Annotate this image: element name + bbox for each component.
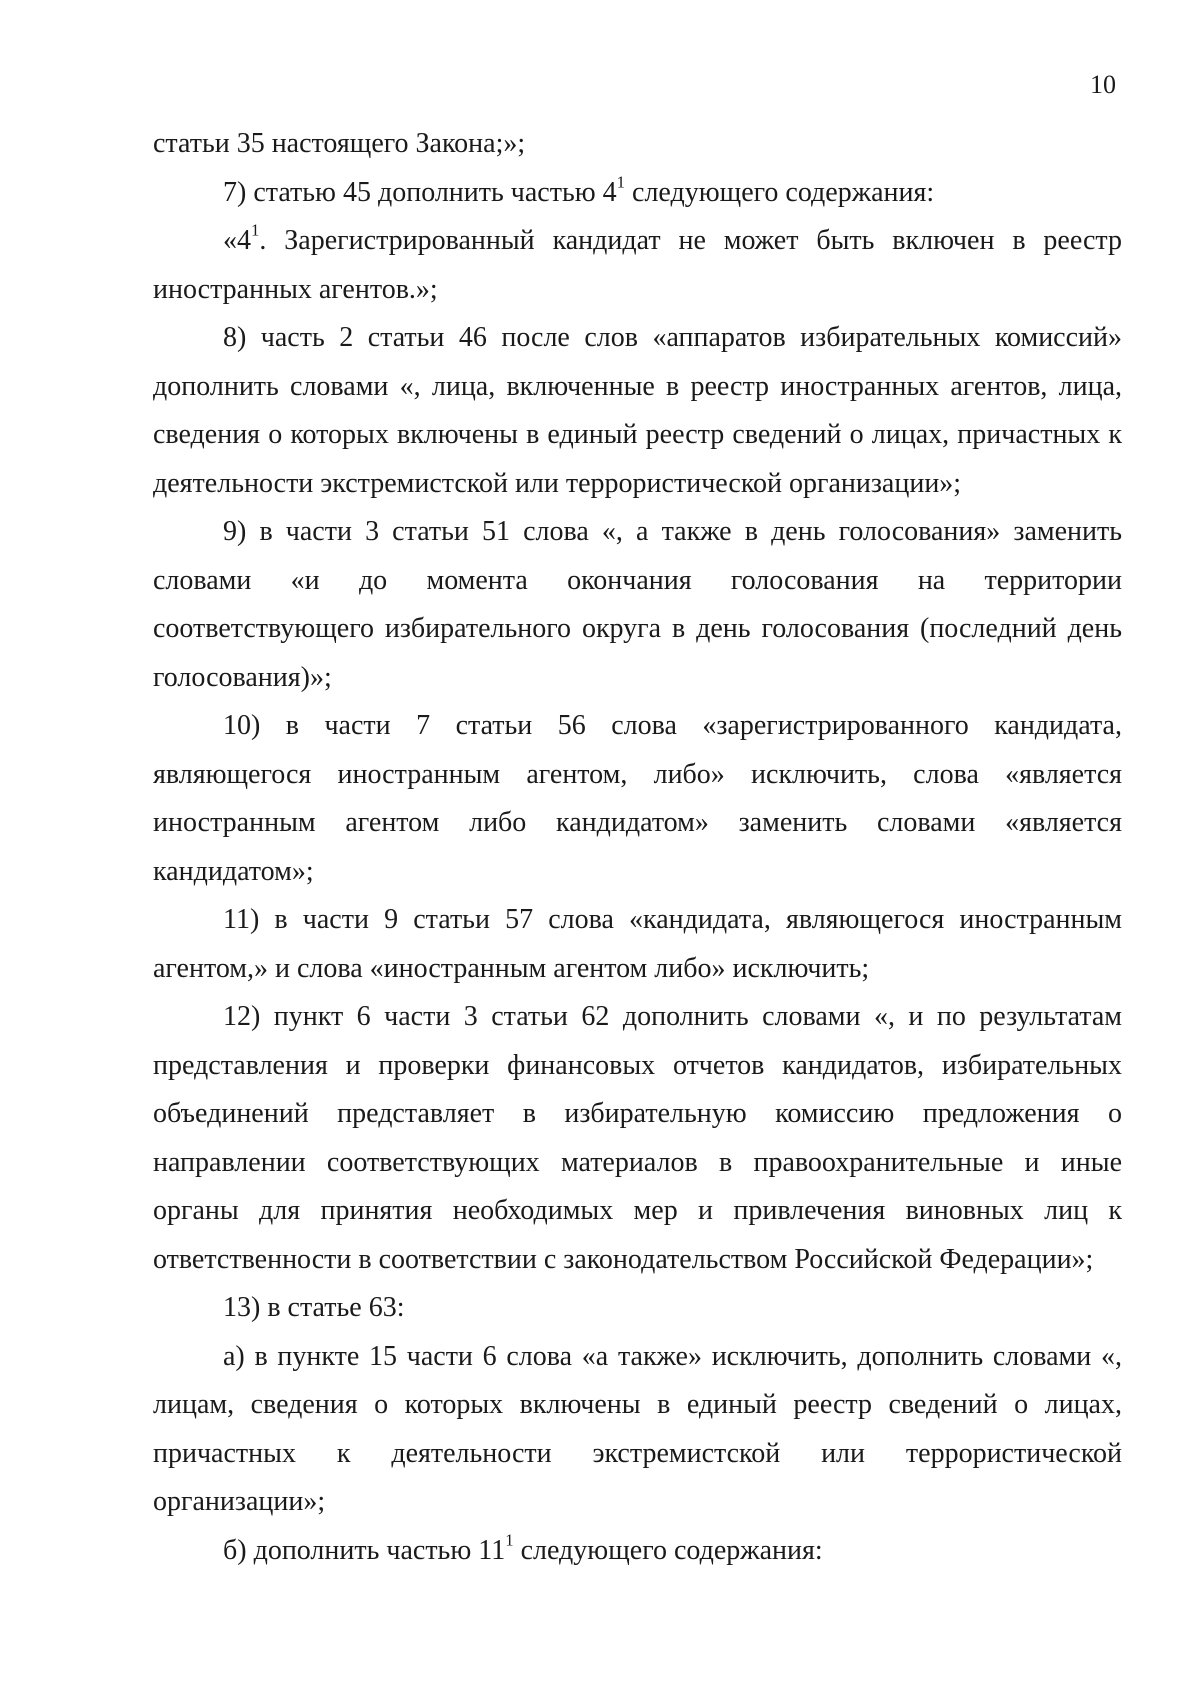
paragraph xyxy=(153,508,1122,702)
paragraph xyxy=(153,120,1122,169)
paragraph xyxy=(153,217,1122,314)
document-body xyxy=(153,120,1122,1575)
paragraph-text: 8) часть 2 статьи 46 после слов «аппаратов избирательных комиссий» дополнить словами «, лица, включенные в реестр иностранных агентов, лица, сведения о которых включены в единый реестр сведений о лицах, причастных к деятельности экстремистской или террористической организации»; xyxy=(153,322,1122,499)
paragraph-text: 9) в части 3 статьи 51 слова «, а также в день голосования» заменить словами «и до момента окончания голосования на территории соответствующего избирательного округа в день голосования (последний день голосования)»; xyxy=(153,516,1122,693)
paragraph-text: следующего содержания: xyxy=(625,176,935,208)
paragraph xyxy=(153,702,1122,896)
paragraph-text: 10) в части 7 статьи 56 слова «зарегистрированного кандидата, являющегося иностранным агентом, либо» исключить, слова «является иностранным агентом либо кандидатом» заменить словами «является кандидатом»; xyxy=(153,710,1122,887)
paragraph-text: статьи 35 настоящего Закона;»; xyxy=(153,128,526,159)
paragraph-text: 7) статью 45 дополнить частью 4 xyxy=(223,176,617,208)
paragraph-text: «4 xyxy=(223,225,251,256)
paragraph-text: а) в пункте 15 части 6 слова «а также» исключить, дополнить словами «, лицам, сведения о которых включены в единый реестр сведений о лицах, причастных к деятельности экстремистской или террористической организации»; xyxy=(153,1340,1122,1517)
page-number: 10 xyxy=(1090,70,1116,99)
superscript: 1 xyxy=(251,220,260,240)
paragraph xyxy=(153,896,1122,993)
paragraph xyxy=(153,169,1122,218)
superscript: 1 xyxy=(505,1530,514,1550)
paragraph-text: б) дополнить частью 11 xyxy=(223,1534,506,1566)
paragraph xyxy=(153,314,1122,508)
superscript: 1 xyxy=(616,172,626,192)
paragraph xyxy=(153,1284,1122,1333)
paragraph-text: 12) пункт 6 части 3 статьи 62 дополнить словами «, и по результатам представления и проверки финансовых отчетов кандидатов, избирательных объединений представляет в избирательную комиссию предложения о направлении соответствующих материалов в правоохранительные и иные органы для принятия необходимых мер и привлечения виновных лиц к ответственности в соответствии с законодательством Российской Федерации»; xyxy=(153,1001,1122,1275)
paragraph-text: следующего содержания: xyxy=(513,1534,823,1566)
paragraph xyxy=(153,1333,1122,1527)
paragraph-text: . Зарегистрированный кандидат не может быть включен в реестр иностранных агентов.»; xyxy=(153,225,1122,305)
paragraph-text: 11) в части 9 статьи 57 слова «кандидата, являющегося иностранным агентом,» и слова «иностранным агентом либо» исключить; xyxy=(153,904,1122,984)
paragraph xyxy=(153,1527,1122,1576)
paragraph xyxy=(153,993,1122,1284)
paragraph-text: 13) в статье 63: xyxy=(223,1292,405,1323)
